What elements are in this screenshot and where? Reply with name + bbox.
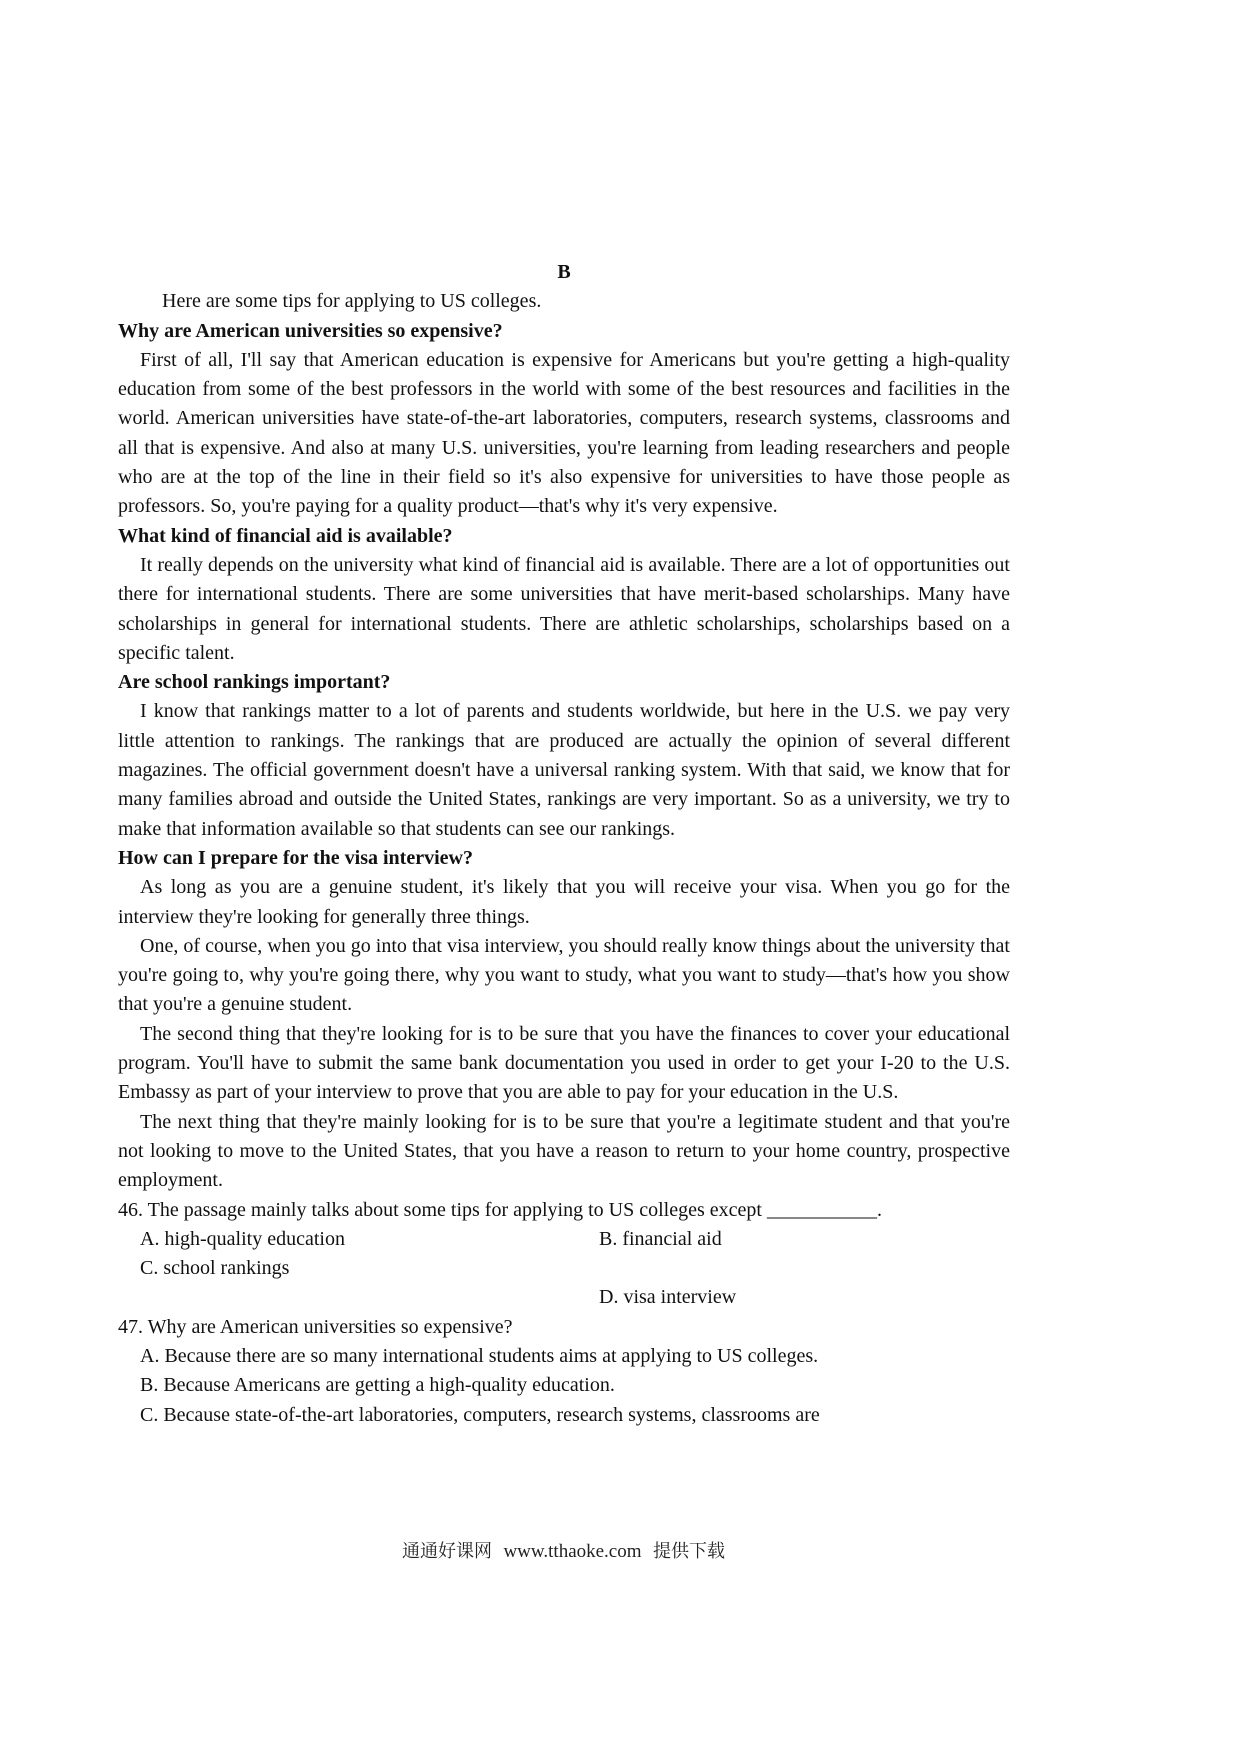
paragraph: I know that rankings matter to a lot of parents and students worldwide, but here in the U.S. we pay very little attention to rankings. The rankings that are produced are actually the opinion of several different magazines. The official government doesn't have a universal ranking system. With that said, we know that for many families abroad and outside the United States, rankings are very important. So as a university, we try to make that information available so that students can see our rankings. — [118, 700, 1010, 840]
document-page — [118, 258, 1010, 1430]
footer-url: www.tthaoke.com — [503, 1541, 642, 1562]
section-heading: How can I prepare for the visa interview? — [118, 846, 473, 869]
footer-note: 提供下载 — [652, 1541, 725, 1562]
paragraph: The second thing that they're looking for is to be sure that you have the finances to cover your educational program. You'll have to submit the same bank documentation you used in order to get your I-20 to the U.S. Embassy as part of your interview to prove that you are able to pay for your education in the U.S. — [118, 1022, 1010, 1104]
option-d: D. visa interview — [599, 1285, 737, 1308]
question-stem: 47. Why are American universities so expensive? — [118, 1315, 513, 1338]
section-3 — [118, 668, 1010, 844]
question-46 — [118, 1196, 1010, 1313]
paragraph: First of all, I'll say that American education is expensive for Americans but you're getting a high-quality education from some of the best professors in the world with some of the best resources and facilities in the world. American universities have state-of-the-art laboratories, computers, research systems, classrooms and all that is expensive. And also at many U.S. universities, you're learning from leading researchers and people who are at the top of the line in their field so it's also expensive for universities to have those people as professors. So, you're paying for a quality product—that's why it's very expensive. — [118, 348, 1010, 518]
option-a: A. high-quality education — [140, 1227, 345, 1250]
option-c: C. Because state-of-the-art laboratories, computers, research systems, classrooms are — [140, 1403, 820, 1426]
section-heading: Are school rankings important? — [118, 671, 391, 694]
section-letter: B — [557, 261, 571, 283]
paragraph: The next thing that they're mainly looking for is to be sure that you're a legitimate student and that you're not looking to move to the United States, that you have a reason to return to your home country, prospective employment. — [118, 1110, 1010, 1192]
section-heading: Why are American universities so expensive? — [118, 319, 503, 342]
section-1 — [118, 317, 1010, 522]
intro-text: Here are some tips for applying to US colleges. — [162, 290, 542, 313]
section-2 — [118, 522, 1010, 668]
paragraph: As long as you are a genuine student, it's likely that you will receive your visa. When you go for the interview they're looking for generally three things. — [118, 876, 1010, 928]
option-b: B. financial aid — [599, 1227, 722, 1250]
options-grid — [118, 1225, 1010, 1313]
question-47 — [118, 1313, 1010, 1430]
question-stem: 46. The passage mainly talks about some tips for applying to US colleges except ___________. — [118, 1198, 882, 1221]
paragraph: One, of course, when you go into that visa interview, you should really know things about the university that you're going to, why you're going there, why you want to study, what you want to study—that's how you show that you're a genuine student. — [118, 934, 1010, 1016]
section-heading: What kind of financial aid is available? — [118, 524, 453, 547]
paragraph: It really depends on the university what kind of financial aid is available. There are a lot of opportunities out there for international students. There are some universities that have merit-based scholarships. Many have scholarships in general for international students. There are athletic scholarships, scholarships based on a specific talent. — [118, 553, 1010, 664]
section-4 — [118, 844, 1010, 1196]
footer-site-name: 通通好课网 — [402, 1541, 492, 1562]
option-a: A. Because there are so many international students aims at applying to US colleges. — [140, 1345, 819, 1368]
page-footer — [0, 1537, 1127, 1563]
option-c: C. school rankings — [140, 1256, 290, 1279]
option-b: B. Because Americans are getting a high-quality education. — [140, 1374, 615, 1397]
